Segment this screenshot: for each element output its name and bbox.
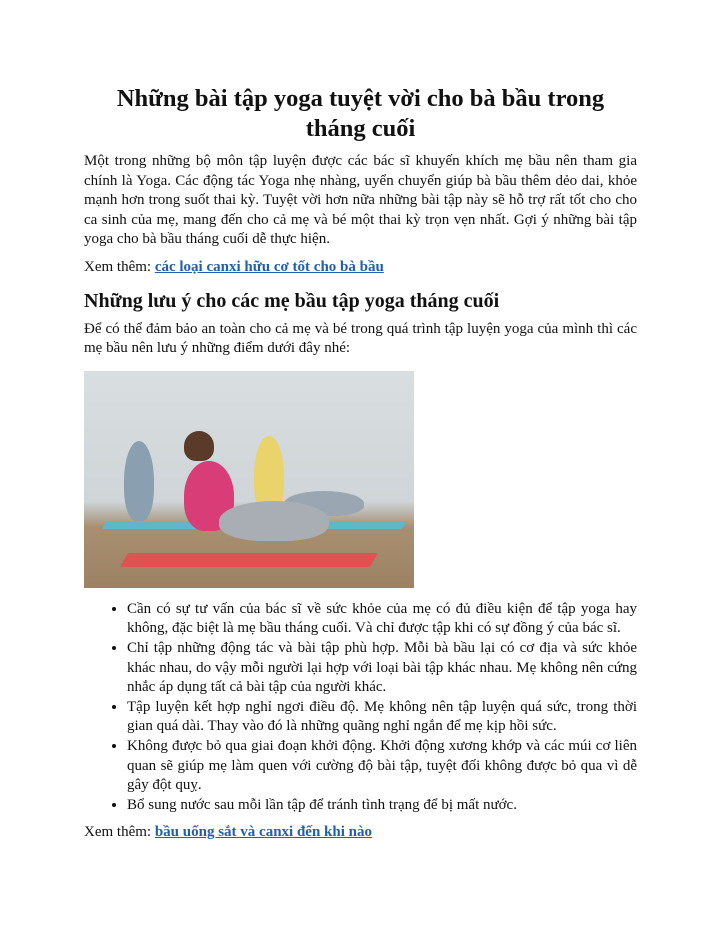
tips-list <box>84 600 637 816</box>
see-more-label: Xem thêm: <box>84 258 155 275</box>
see-more-link-canxi[interactable]: các loại canxi hữu cơ tốt cho bà bầu <box>154 258 384 275</box>
see-more-1 <box>84 258 637 278</box>
list-item: • Tập luyện kết hợp nghỉ ngơi điều độ. Mẹ không nên tập luyện quá sức, trong thời gian quá dài. Thay vào đó là những quãng nghỉ ngắn để mẹ kịp hồi sức. <box>127 698 637 737</box>
page-title: Những bài tập yoga tuyệt vời cho bà bầu trong tháng cuối <box>116 85 605 142</box>
list-item: • Bổ sung nước sau mỗi lần tập để tránh tình trạng để bị mất nước. <box>127 796 637 816</box>
see-more-2 <box>84 823 637 843</box>
section-intro: Để có thể đảm bảo an toàn cho cả mẹ và bé trong quá trình tập luyện yoga của mình thì các mẹ bầu nên lưu ý những điểm dưới đây nhé: <box>84 320 637 357</box>
document-page <box>84 84 637 851</box>
yoga-photo <box>84 371 414 588</box>
list-item: • Cần có sự tư vấn của bác sĩ về sức khỏe của mẹ có đủ điều kiện để tập yoga hay không, đặc biệt là mẹ bầu tháng cuối. Và chỉ được tập khi có sự đồng ý của bác sĩ. <box>127 600 637 639</box>
see-more-link-sat-canxi[interactable]: bầu uống sắt và canxi đến khi nào <box>154 824 372 841</box>
list-item: • Không được bỏ qua giai đoạn khởi động. Khởi động xương khớp và các múi cơ liên quan sẽ giúp mẹ làm quen với cường độ bài tập, tuyệt đối không được bỏ qua vì dễ gây đột quỵ. <box>127 737 637 796</box>
section-heading: Những lưu ý cho các mẹ bầu tập yoga tháng cuối <box>84 289 500 312</box>
see-more-label: Xem thêm: <box>84 824 155 841</box>
intro-paragraph: Một trong những bộ môn tập luyện được các bác sĩ khuyến khích mẹ bầu nên tham gia chính là Yoga. Các động tác Yoga nhẹ nhàng, uyển chuyển giúp bà bầu thêm dẻo dai, khỏe mạnh hơn trong suốt thai kỳ. Tuyệt vời hơn nữa những bài tập này sẽ hỗ trợ rất tốt cho cho ca sinh của mẹ, mang đến cho cả mẹ và bé một thai kỳ trọn vẹn nhất. Gợi ý những bài tập yoga cho bà bầu tháng cuối dễ thực hiện. <box>84 153 637 248</box>
list-item: • Chỉ tập những động tác và bài tập phù hợp. Mỗi bà bầu lại có cơ địa và sức khỏe khác nhau, do vậy mỗi người lại hợp với loại bài tập khác nhau. Mẹ không nên cứng nhắc áp dụng tất cả bài tập của người khác. <box>127 639 637 698</box>
